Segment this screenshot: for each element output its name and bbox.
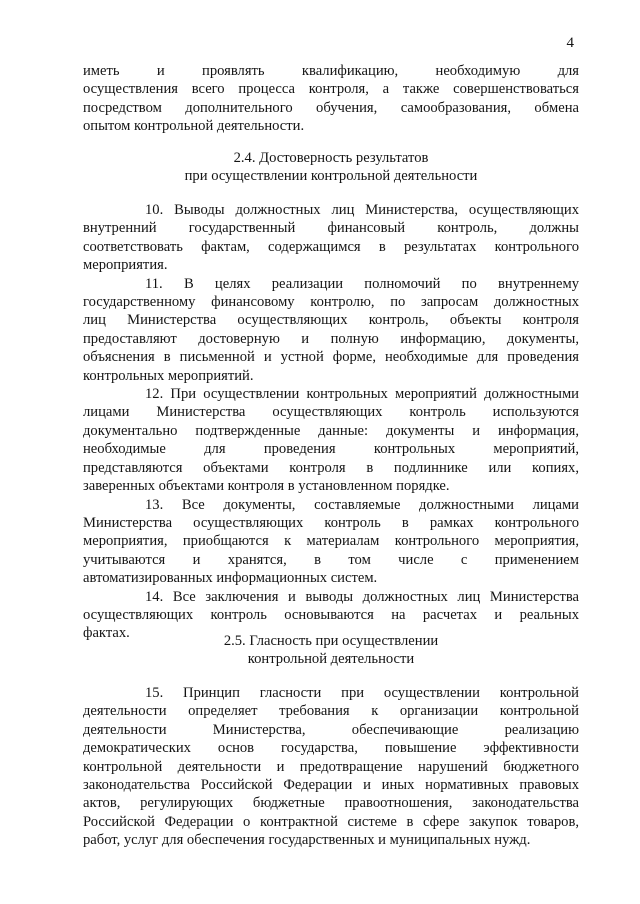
text-line: осуществляющих контроль основываются на расчетах и реальных	[83, 606, 579, 623]
text-line: мероприятия.	[83, 257, 168, 274]
text-line: 12. При осуществлении контрольных мероприятий должностными	[145, 386, 579, 403]
text-line: объяснения в письменной и устной форме, необходимые для проведения	[83, 349, 579, 366]
intro-paragraph	[83, 62, 579, 136]
text-line: 14. Все заключения и выводы должностных лиц Министерства	[145, 588, 579, 605]
section-heading-2-5	[83, 632, 579, 669]
paragraph-15	[83, 684, 579, 850]
text-line: осуществления всего процесса контроля, а также совершенствоваться	[83, 81, 579, 98]
text-line: документально подтвержденные данные: документы и информация,	[83, 422, 579, 439]
text-line: работ, услуг для обеспечения государственных и муниципальных нужд.	[83, 832, 531, 849]
paragraph-11	[83, 275, 579, 385]
text-line: внутренний государственный финансовый контроль, должны	[83, 220, 579, 237]
text-line: предоставляют достоверную и полную информацию, документы,	[83, 330, 579, 347]
text-line: 15. Принцип гласности при осуществлении контрольной	[145, 685, 579, 701]
heading-line: 2.4. Достоверность результатов	[233, 150, 429, 166]
heading-line: контрольной деятельности	[247, 651, 415, 668]
text-line: 13. Все документы, составляемые должностными лицами	[145, 496, 579, 513]
text-line: 10. Выводы должностных лиц Министерства, осуществляющих	[145, 202, 579, 218]
text-line: контрольной деятельности и предотвращение нарушений бюджетного	[83, 758, 579, 775]
text-line: деятельности Министерства, обеспечивающие реализацию	[83, 721, 579, 738]
text-line: Министерства осуществляющих контроль в рамках контрольного	[83, 514, 579, 531]
text-line: мероприятия, приобщаются к материалам контрольного мероприятия,	[83, 533, 579, 550]
text-line: государственному финансовому контролю, по запросам должностных	[83, 294, 579, 311]
text-line: Российской Федерации о контрактной системе в сфере закупок товаров,	[83, 813, 579, 830]
paragraph-13	[83, 496, 579, 588]
paragraph-10	[83, 201, 579, 275]
text-line: необходимые для проведения контрольных мероприятий,	[83, 441, 579, 458]
text-line: лицами Министерства осуществляющих контроль используются	[83, 404, 579, 421]
section-2-5-body	[83, 684, 579, 850]
section-heading-2-4	[83, 149, 579, 186]
text-line: 11. В целях реализации полномочий по внутреннему	[145, 275, 579, 292]
text-line: заверенных объектами контроля в установленном порядке.	[83, 478, 450, 495]
text-line: фактах.	[83, 625, 130, 642]
text-line: иметь и проявлять квалификацию, необходимую для	[83, 63, 579, 79]
text-line: контрольных мероприятий.	[83, 367, 254, 384]
text-line: лиц Министерства осуществляющих контроль, объекты контроля	[83, 312, 579, 329]
section-2-4-body	[83, 201, 579, 643]
text-line: законодательства Российской Федерации и иных нормативных правовых	[83, 777, 579, 794]
text-line: учитываются и хранятся, в том числе с применением	[83, 551, 579, 568]
page-number: 4	[566, 35, 574, 51]
text-line: представляются объектами контроля в подлиннике или копиях,	[83, 459, 579, 476]
text-line: опытом контрольной деятельности.	[83, 118, 305, 135]
heading-line: 2.5. Гласность при осуществлении	[223, 633, 439, 649]
text-line: деятельности определяет требования к организации контрольной	[83, 703, 579, 720]
heading-line: при осуществлении контрольной деятельности	[184, 168, 478, 185]
paragraph-12	[83, 385, 579, 495]
text-line: соответствовать фактам, содержащимся в результатах контрольного	[83, 238, 579, 255]
text-line: актов, регулирующих бюджетные правоотношения, законодательства	[83, 795, 579, 812]
text-line: посредством дополнительного обучения, самообразования, обмена	[83, 99, 579, 116]
text-line: демократических основ государства, повышение эффективности	[83, 740, 579, 757]
text-line: автоматизированных информационных систем.	[83, 570, 378, 587]
